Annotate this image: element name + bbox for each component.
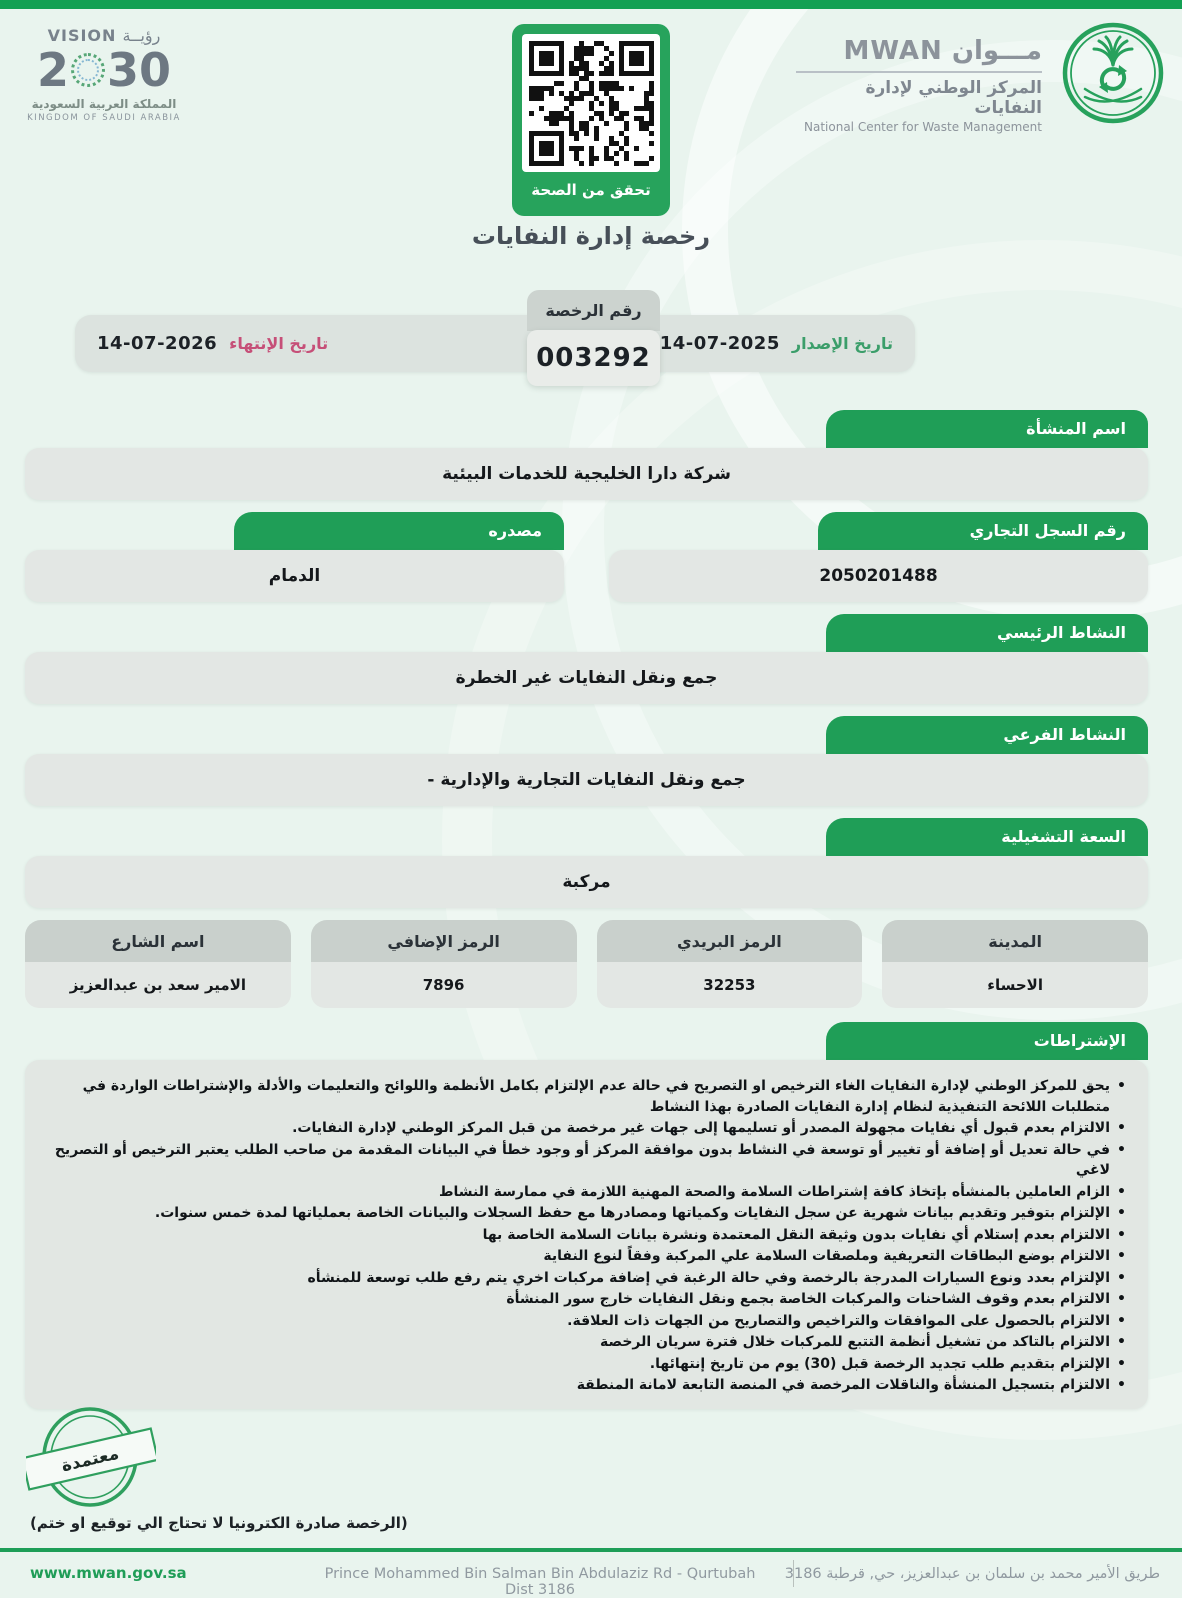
facility-name-label: اسم المنشأة <box>826 410 1148 448</box>
license-fields <box>25 410 1148 1409</box>
requirement-item: • الزام العاملين بالمنشأه بإتخاذ كافة إشتراطات السلامة والصحة المهنية اللازمة في ممارسة النشاط <box>41 1182 1126 1203</box>
license-number-value: 003292 <box>527 330 660 386</box>
vision-word-en: VISION <box>47 26 117 45</box>
requirement-item: • الالتزام بالتاكد من تشغيل أنظمة التتبع للمركبات خلال فترة سريان الرخصة <box>41 1332 1126 1353</box>
commercial-reg-section <box>609 512 1148 602</box>
vision-2030-digits <box>24 43 184 97</box>
top-green-bar <box>0 0 1182 9</box>
mwan-emblem-icon <box>1060 20 1166 130</box>
expiry-date-group <box>97 333 328 354</box>
postal-code-column <box>597 920 863 1008</box>
facility-name-value: شركة دارا الخليجية للخدمات البيئية <box>25 448 1148 500</box>
commercial-reg-label: رقم السجل التجاري <box>818 512 1148 550</box>
issued-at-value: الدمام <box>25 550 564 602</box>
requirement-item: • يحق للمركز الوطني لإدارة النفايات الغاء الترخيص او التصريح في حالة عدم الإلتزام بكامل الأنظمة واللوائح والتعليمات والأدلة والإشتراطات الواردة في متطلبات اللائحة التنفيذية لنظام إدارة النفايات الصادرة بهذا النشاط <box>41 1076 1126 1117</box>
issued-at-section <box>25 512 564 602</box>
vision-country-ar: المملكة العربية السعودية <box>31 97 177 111</box>
sub-activity-section <box>25 716 1148 806</box>
street-value: الامير سعد بن عبدالعزيز <box>25 962 291 1008</box>
license-number-label: رقم الرخصة <box>527 290 660 331</box>
main-activity-value: جمع ونقل النفايات غير الخطرة <box>25 652 1148 704</box>
main-activity-label: النشاط الرئيسي <box>826 614 1148 652</box>
mwan-logo <box>796 36 1042 134</box>
address-row <box>25 920 1148 1008</box>
issue-date-value: 14-07-2025 <box>659 333 780 354</box>
vision-digit-30: 30 <box>107 43 172 97</box>
qr-verification-box <box>512 24 670 216</box>
qr-code-icon <box>529 41 654 166</box>
vision-word-ar: رؤيــة <box>122 26 161 45</box>
requirements-list <box>41 1076 1126 1396</box>
mwan-org-name-ar: المركز الوطني لإدارة النفايات <box>865 78 1042 118</box>
registration-row <box>25 512 1148 602</box>
footer-address-ar: طريق الأمير محمد بن سلمان بن عبدالعزيز، حي, قرطبة 3186 <box>784 1566 1160 1582</box>
postal-code-label: الرمز البريدي <box>597 920 863 962</box>
expiry-date-label: تاريخ الإنتهاء <box>229 334 329 353</box>
requirement-item: • الإلتزام بعدد ونوع السيارات المدرجة بالرخصة وفي حالة الرغبة في إضافة مركبات اخري يتم رفع طلب توسعة للمنشأه <box>41 1268 1126 1289</box>
requirement-item: • الالتزام بوضع البطاقات التعريفية وملصقات السلامة علي المركبة وفقاً لنوع النفاية <box>41 1246 1126 1267</box>
street-label: اسم الشارع <box>25 920 291 962</box>
mwan-org-name-en: National Center for Waste Management <box>804 120 1042 134</box>
approved-stamp <box>26 1402 156 1520</box>
requirement-item: • الالتزام بالحصول على الموافقات والتراخيص والتصاريح من الجهات ذات العلاقة. <box>41 1311 1126 1332</box>
requirement-item: • الإلتزام بتوفير وتقديم بيانات شهرية عن سجل النفايات وكمياتها ومصادرها مع حفظ السجلات والبيانات الخاصة بعملياتها لمدة خمس سنوات. <box>41 1203 1126 1224</box>
issue-date-group <box>660 333 893 354</box>
website-link[interactable]: www.mwan.gov.sa <box>30 1564 187 1582</box>
vision-2030-logo <box>24 26 184 123</box>
requirement-item: • الالتزام بعدم وقوف الشاحنات والمركبات الخاصة بجمع ونقل النفايات خارج سور المنشأة <box>41 1289 1126 1310</box>
expiry-date-value: 14-07-2026 <box>97 333 218 354</box>
sub-activity-value: جمع ونقل النفايات التجارية والإدارية - <box>25 754 1148 806</box>
street-column <box>25 920 291 1008</box>
additional-code-value: 7896 <box>311 962 577 1008</box>
mwan-wordmark: مـــوان MWAN <box>796 36 1042 73</box>
requirement-item: • الالتزام بعدم قبول أي نفايات مجهولة المصدر أو تسليمها إلى جهات غير مرخصة من قبل المركز الوطني لإدارة النفايات. <box>41 1118 1126 1139</box>
requirement-item: • في حالة تعديل أو إضافة أو تغيير أو توسعة في النشاط بدون موافقة المركز أو وجود خطأ في البيانات المقدمة من صاحب الطلب يعتبر الترخيص أو التصريح لاغي <box>41 1140 1126 1181</box>
page-title: رخصة إدارة النفايات <box>471 222 711 250</box>
qr-caption: تحقق من الصحة <box>531 181 651 199</box>
main-activity-section <box>25 614 1148 704</box>
facility-name-section <box>25 410 1148 500</box>
additional-code-label: الرمز الإضافي <box>311 920 577 962</box>
footer-address-en: Prince Mohammed Bin Salman Bin Abdulaziz Rd - Qurtubah Dist 3186 <box>324 1566 756 1598</box>
requirements-label: الإشتراطات <box>826 1022 1148 1060</box>
sub-activity-label: النشاط الفرعي <box>826 716 1148 754</box>
capacity-value: مركبة <box>25 856 1148 908</box>
postal-code-value: 32253 <box>597 962 863 1008</box>
vision-digit-2: 2 <box>36 43 69 97</box>
additional-code-column <box>311 920 577 1008</box>
qr-code <box>522 34 660 172</box>
license-dates-bar <box>75 315 915 372</box>
electronic-license-note: (الرخصة صادرة الكترونيا لا تحتاج الي توقيع او ختم) <box>30 1514 408 1532</box>
city-label: المدينة <box>882 920 1148 962</box>
vision-country-en: KINGDOM OF SAUDI ARABIA <box>27 113 181 123</box>
vision-palm-medallion-icon <box>71 53 105 87</box>
capacity-section <box>25 818 1148 908</box>
requirement-item: • الإلتزام بتقديم طلب تجديد الرخصة قبل (30) يوم من تاريخ إنتهائها. <box>41 1354 1126 1375</box>
capacity-label: السعة التشغيلية <box>826 818 1148 856</box>
footer-rule <box>0 1548 1182 1552</box>
stamp-text: معتمدة <box>59 1443 121 1477</box>
city-value: الاحساء <box>882 962 1148 1008</box>
issue-date-label: تاريخ الإصدار <box>791 334 893 353</box>
commercial-reg-value: 2050201488 <box>609 550 1148 602</box>
issued-at-label: مصدره <box>234 512 564 550</box>
requirement-item: • الالتزام بعدم إستلام أي نفايات بدون وثيقة النقل المعتمدة ونشرة بيانات السلامة الخاصة بها <box>41 1225 1126 1246</box>
requirements-box <box>25 1060 1148 1409</box>
requirement-item: • الالتزام بتسجيل المنشأة والناقلات المرخصة في المنصة التابعة لامانة المنطقة <box>41 1375 1126 1396</box>
city-column <box>882 920 1148 1008</box>
